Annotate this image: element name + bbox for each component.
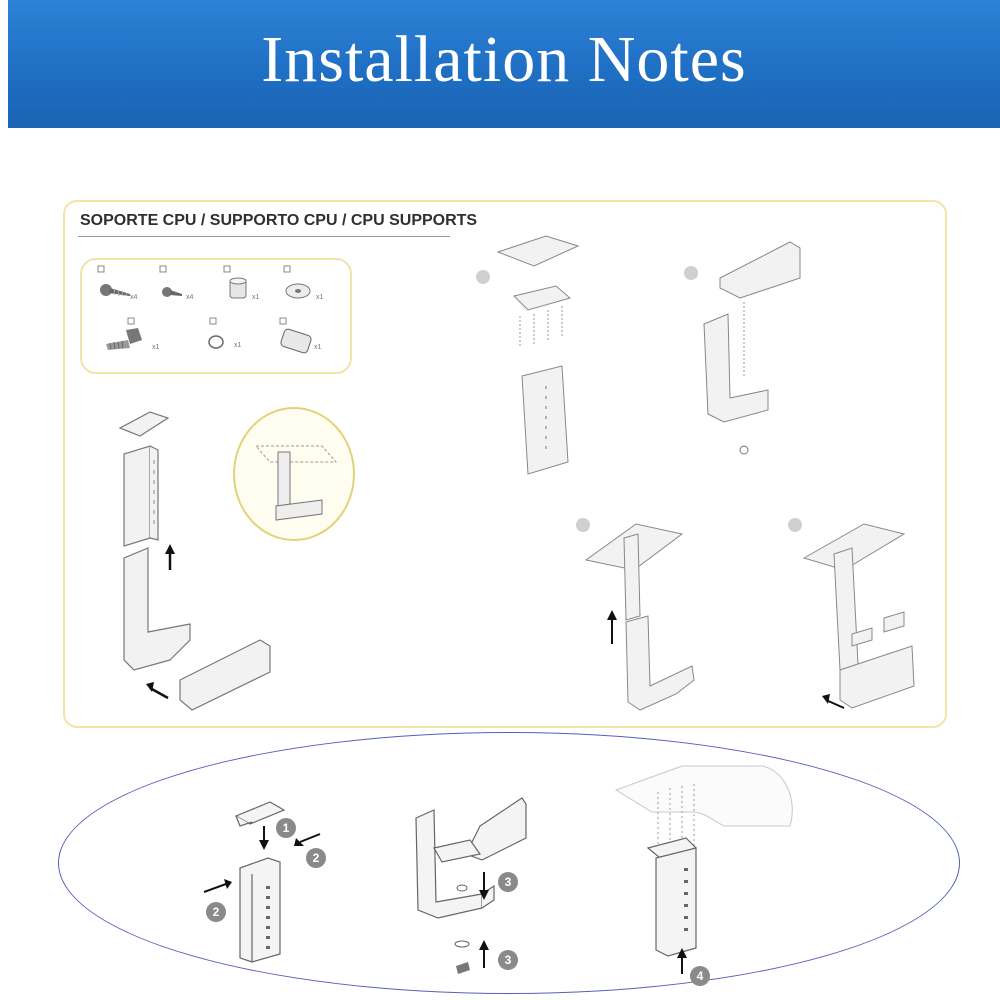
washer-icon	[284, 266, 320, 302]
cradle-drawing	[410, 796, 540, 976]
step-badge-2-left: 2	[206, 902, 226, 922]
rubber-pad-icon	[278, 318, 318, 360]
spacer-icon	[222, 266, 252, 302]
step1-drawing	[486, 226, 596, 482]
step-badge-small	[684, 266, 698, 280]
title-rule	[78, 236, 450, 237]
step-badge-3: 3	[498, 872, 518, 892]
header-banner	[8, 0, 1000, 128]
panel-title: SOPORTE CPU / SUPPORTO CPU / CPU SUPPORTS	[80, 212, 478, 229]
step4-drawing	[800, 514, 930, 714]
page-title: Installation Notes	[261, 23, 747, 96]
mount-under-desk-drawing	[612, 764, 812, 984]
step-badge-2: 2	[306, 848, 326, 868]
o-ring-icon	[204, 318, 234, 354]
step2-drawing	[700, 238, 810, 468]
step-badge-3-lower: 3	[498, 950, 518, 970]
step-badge-4: 4	[690, 966, 710, 986]
rubber-pad-qty: x1	[314, 344, 322, 351]
o-ring-qty: x1	[234, 342, 242, 349]
detail-circle	[232, 406, 356, 542]
short-screw-qty: x4	[186, 294, 194, 301]
spacer-qty: x1	[252, 294, 260, 301]
thumb-screw-icon	[104, 318, 154, 358]
washer-qty: x1	[316, 294, 324, 301]
step-badge-1: 1	[276, 818, 296, 838]
step3-drawing	[582, 516, 722, 716]
thumb-screw-qty: x1	[152, 344, 160, 351]
clip-and-column-drawing	[200, 790, 340, 970]
long-screw-qty: x4	[130, 294, 138, 301]
